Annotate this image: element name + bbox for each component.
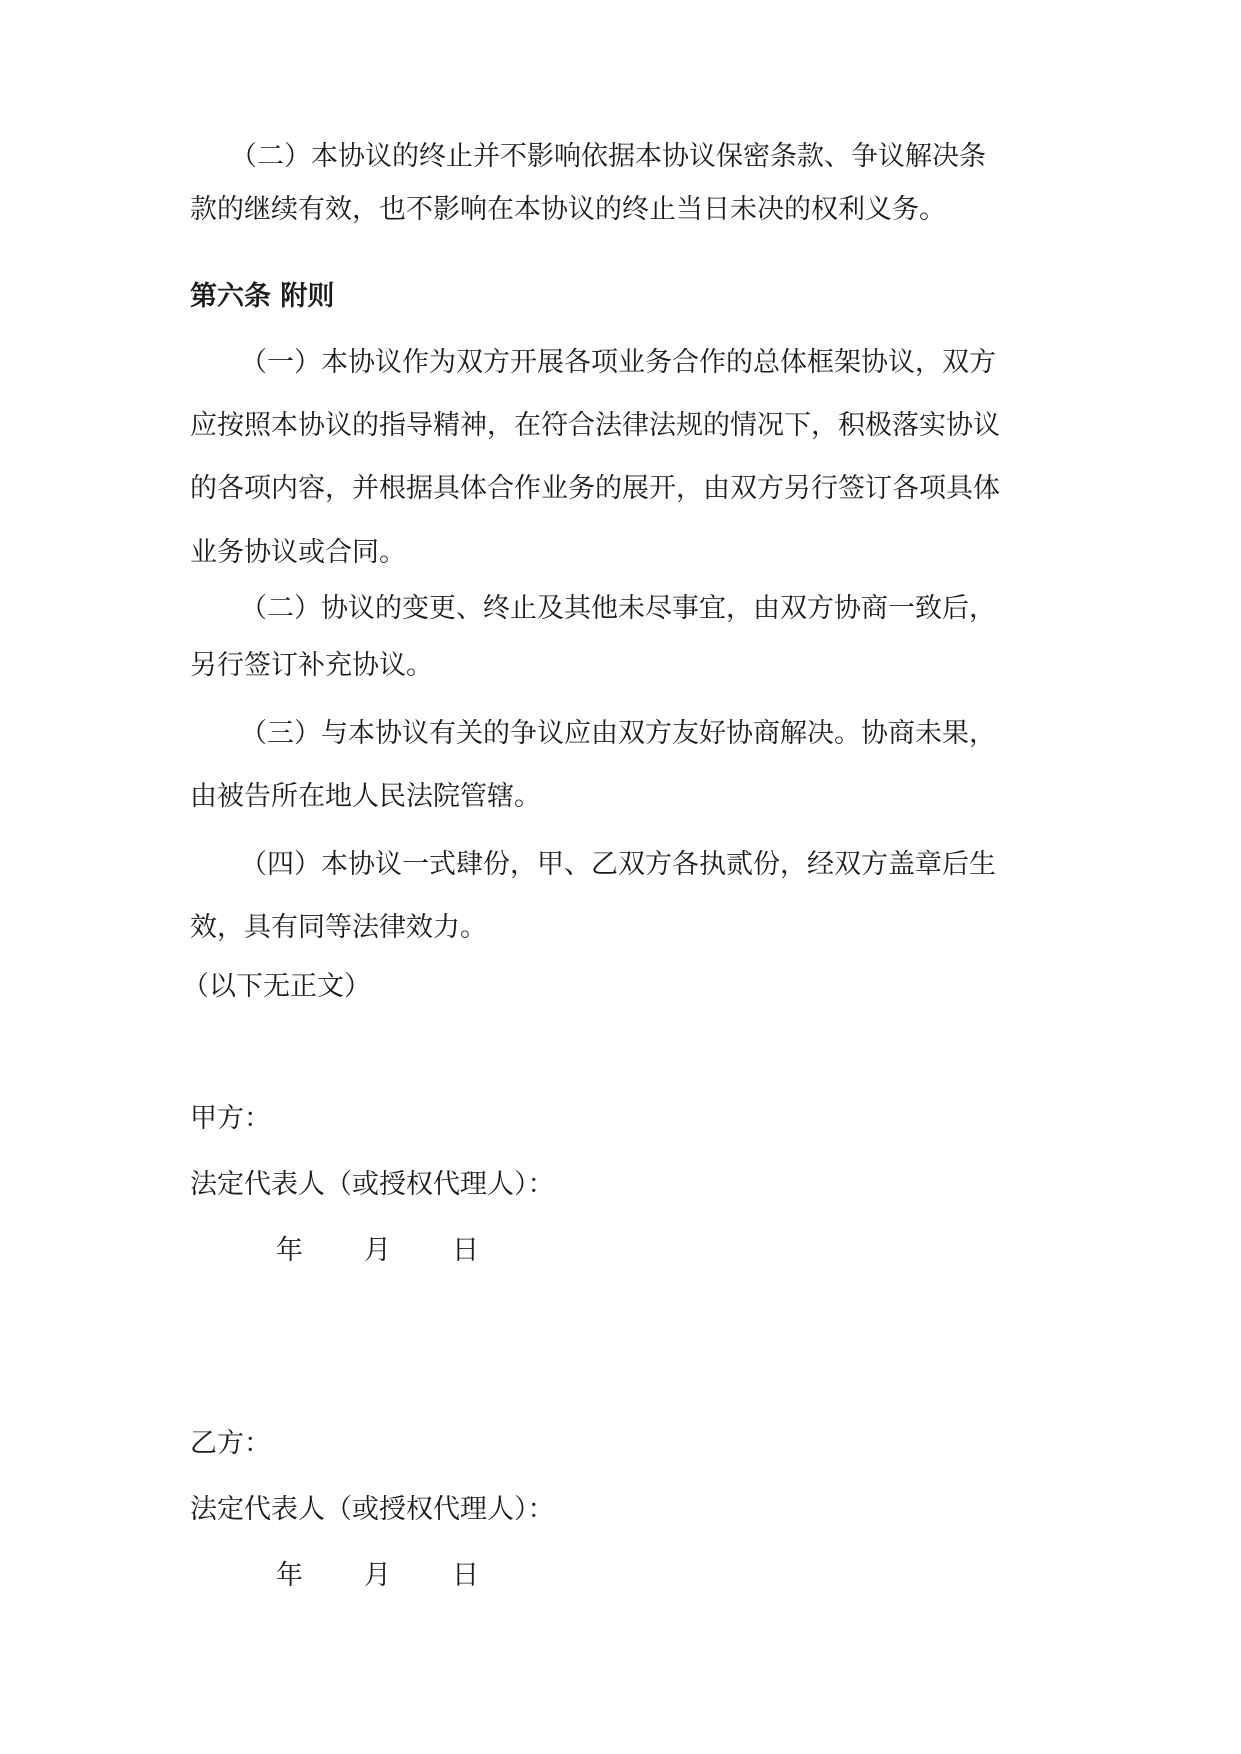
article6-item3-line1: （三）与本协议有关的争议应由双方友好协商解决。协商未果， (240, 718, 996, 749)
article6-item1-line2: 应按照本协议的指导精神，在符合法律法规的情况下，积极落实协议 (190, 410, 1000, 441)
party-b-date-month: 月 (364, 1560, 391, 1591)
party-b-date-day: 日 (452, 1560, 479, 1591)
end-note: （以下无正文） (182, 971, 371, 1002)
party-a-date-day: 日 (452, 1235, 479, 1266)
party-a-date-month: 月 (364, 1235, 391, 1266)
section5-item2-line2: 款的继续有效，也不影响在本协议的终止当日未决的权利义务。 (190, 194, 946, 225)
article6-item4-line1: （四）本协议一式肆份，甲、乙双方各执贰份，经双方盖章后生 (240, 849, 996, 880)
article6-item1-line4: 业务协议或合同。 (190, 537, 406, 568)
party-a-rep-label: 法定代表人（或授权代理人）： (190, 1169, 555, 1200)
article6-item1-line1: （一）本协议作为双方开展各项业务合作的总体框架协议，双方 (240, 347, 996, 378)
article6-item1-line3: 的各项内容，并根据具体合作业务的展开，由双方另行签订各项具体 (190, 473, 1000, 504)
party-b-rep-label: 法定代表人（或授权代理人）： (190, 1494, 555, 1525)
article6-item3-line2: 由被告所在地人民法院管辖。 (190, 781, 541, 812)
article6-item4-line2: 效，具有同等法律效力。 (190, 912, 487, 943)
section5-item2-line1: （二）本协议的终止并不影响依据本协议保密条款、争议解决条 (230, 141, 986, 172)
article6-heading: 第六条 附则 (190, 281, 335, 312)
article6-item2-line1: （二）协议的变更、终止及其他未尽事宜，由双方协商一致后， (240, 593, 996, 624)
party-a-label: 甲方： (190, 1103, 271, 1134)
party-b-label: 乙方： (190, 1428, 271, 1459)
party-a-date-year: 年 (276, 1235, 303, 1266)
article6-item2-line2: 另行签订补充协议。 (190, 650, 433, 681)
party-b-date-year: 年 (276, 1560, 303, 1591)
